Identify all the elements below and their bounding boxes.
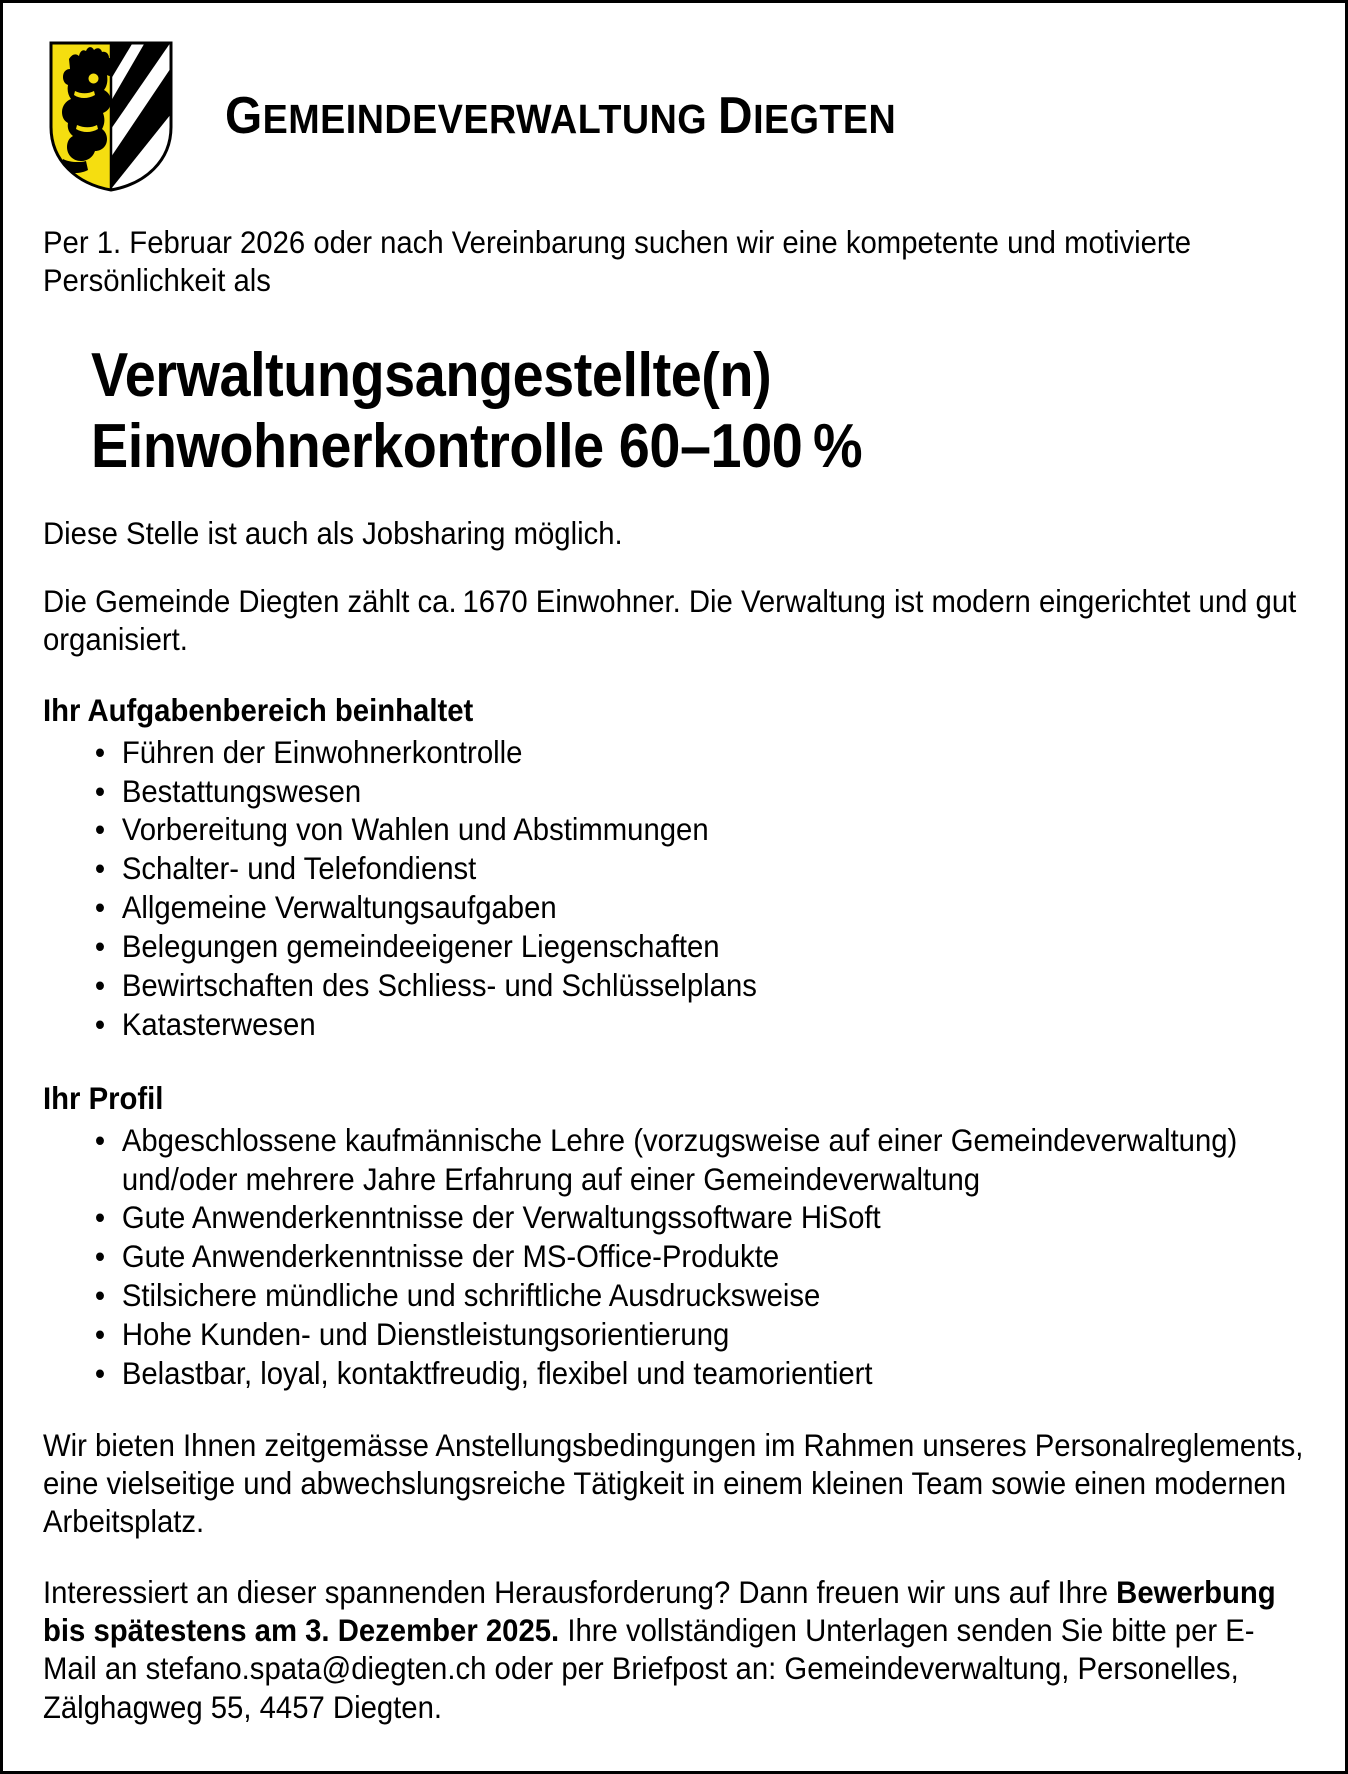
profile-heading: Ihr Profil <box>43 1079 164 1116</box>
list-item <box>93 927 1334 966</box>
bullet-icon: • <box>94 850 106 887</box>
bullet-icon: • <box>94 1238 106 1275</box>
intro-paragraph: Per 1. Februar 2026 oder nach Vereinbarung suchen wir eine kompetente und motivierte Persönlichkeit als <box>43 224 1192 299</box>
list-item-label: Gute Anwenderkenntnisse der Verwaltungssoftware HiSoft <box>121 1199 881 1236</box>
tasks-heading: Ihr Aufgabenbereich beinhaltet <box>43 691 474 728</box>
list-item-label: Führen der Einwohnerkontrolle <box>121 733 523 770</box>
list-item-label: Katasterwesen <box>121 1005 316 1042</box>
application-paragraph <box>43 1573 1305 1725</box>
profile-list <box>43 1121 1305 1393</box>
bullet-icon: • <box>94 1354 106 1391</box>
list-item <box>93 772 1334 811</box>
bullet-icon: • <box>94 1199 106 1236</box>
list-item-label: Abgeschlossene kaufmännische Lehre (vorzugsweise auf einer Gemeindeverwaltung) und/oder mehrere Jahre Erfahrung auf einer Gemeindeverwaltung <box>121 1121 1238 1197</box>
municipal-coat-of-arms-icon <box>47 39 175 194</box>
list-item <box>93 966 1334 1005</box>
list-item <box>93 888 1334 927</box>
bullet-icon: • <box>94 733 106 770</box>
list-item-label: Schalter- und Telefondienst <box>121 850 477 887</box>
jobsharing-note: Diese Stelle ist auch als Jobsharing möglich. <box>43 514 623 551</box>
list-item <box>93 733 1334 772</box>
list-item-label: Bestattungswesen <box>121 772 362 809</box>
list-item <box>93 1315 1334 1354</box>
list-item-label: Bewirtschaften des Schliess- und Schlüsselplans <box>121 967 757 1004</box>
organisation-name <box>225 87 897 145</box>
bullet-icon: • <box>94 967 106 1004</box>
list-item <box>93 810 1334 849</box>
list-item <box>93 1276 1334 1315</box>
list-item <box>93 1354 1334 1393</box>
list-item <box>93 1237 1334 1276</box>
list-item-label: Belegungen gemeindeeigener Liegenschaften <box>121 928 720 965</box>
list-item <box>93 1198 1334 1237</box>
bullet-icon: • <box>94 1121 106 1158</box>
bullet-icon: • <box>94 889 106 926</box>
tasks-list <box>43 733 1305 1044</box>
application-lead: Interessiert an dieser spannenden Herausforderung? Dann freuen wir uns auf Ihre <box>43 1574 1117 1611</box>
advert-header <box>43 27 1305 205</box>
list-item-label: Hohe Kunden- und Dienstleistungsorientierung <box>121 1316 730 1353</box>
application-tail: Ihre vollständigen Unterlagen senden Sie bitte per E-Mail an stefano.spata@diegten.ch oder per Briefpost an: Gemeindeverwaltung, Personelles, Zälghagweg 55, 4457 Diegten. <box>43 1612 1255 1725</box>
offer-paragraph: Wir bieten Ihnen zeitgemässe Anstellungsbedingungen im Rahmen unseres Personalreglements, eine vielseitige und abwechslungsreiche Tätigkeit in einem kleinen Team sowie einen modernen Arbeitsplatz. <box>43 1426 1304 1540</box>
org-name-part-3: IEGTEN <box>753 96 897 142</box>
job-title-line-2: Einwohnerkontrolle 60–100 % <box>91 411 863 481</box>
bullet-icon: • <box>94 1277 106 1314</box>
job-title-line-1: Verwaltungsangestellte(n) <box>91 341 772 411</box>
org-name-part-0: G <box>225 87 263 145</box>
list-item-label: Vorbereitung von Wahlen und Abstimmungen <box>121 811 709 848</box>
application-deadline: Bewerbung bis spätestens am 3. Dezember 2025. <box>43 1574 1276 1649</box>
list-item <box>93 849 1334 888</box>
list-item <box>93 1005 1334 1044</box>
bullet-icon: • <box>94 928 106 965</box>
bullet-icon: • <box>94 1005 106 1042</box>
list-item-label: Belastbar, loyal, kontaktfreudig, flexibel und teamorientiert <box>121 1354 873 1391</box>
municipality-info-paragraph: Die Gemeinde Diegten zählt ca. 1670 Einwohner. Die Verwaltung ist modern eingerichtet und gut organisiert. <box>43 582 1297 657</box>
bullet-icon: • <box>94 811 106 848</box>
org-name-part-2: D <box>718 87 754 145</box>
bullet-icon: • <box>94 772 106 809</box>
list-item <box>93 1121 1334 1199</box>
job-title <box>91 341 1348 482</box>
bullet-icon: • <box>94 1316 106 1353</box>
list-item-label: Gute Anwenderkenntnisse der MS-Office-Produkte <box>121 1238 780 1275</box>
list-item-label: Allgemeine Verwaltungsaufgaben <box>121 889 557 926</box>
org-name-part-1: EMEINDEVERWALTUNG <box>262 96 719 142</box>
list-item-label: Stilsichere mündliche und schriftliche Ausdrucksweise <box>121 1277 821 1314</box>
